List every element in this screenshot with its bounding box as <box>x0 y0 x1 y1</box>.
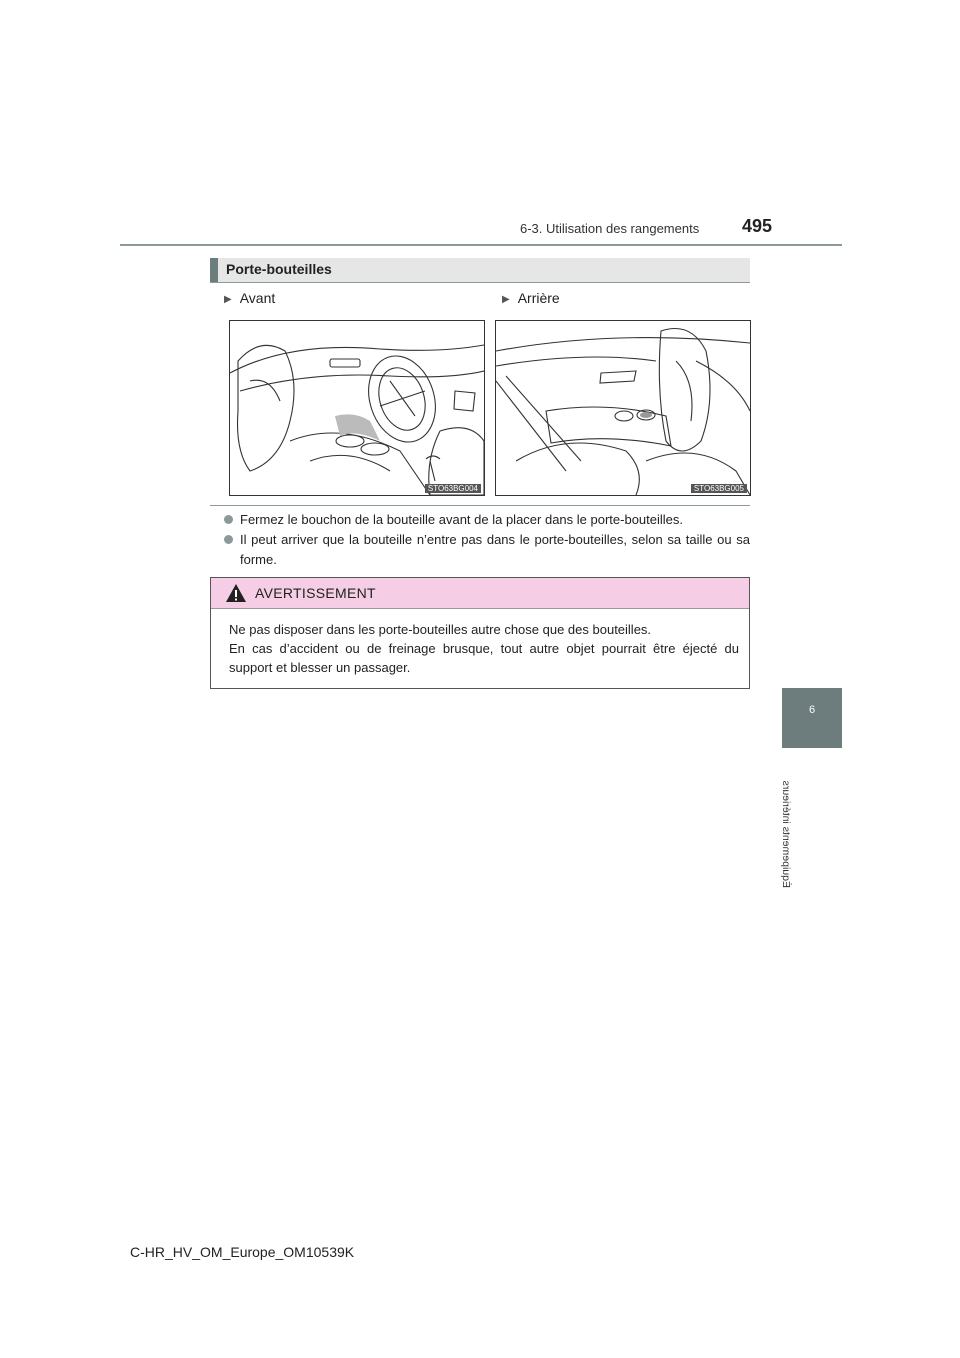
triangle-bullet-icon: ▶ <box>224 294 232 305</box>
running-header: 6-3. Utilisation des rangements <box>520 221 700 236</box>
warning-line: En cas d’accident ou de freinage brusque, tout autre objet pourrait être éjecté du support et blesser un passager. <box>229 641 739 675</box>
figure-label-front: ▶ Avant <box>224 290 276 306</box>
chapter-title-vertical <box>780 760 806 900</box>
section-title: Porte-bouteilles <box>226 261 332 277</box>
figure-label-rear: ▶ Arrière <box>502 290 560 306</box>
chapter-title: Équipements intérieurs <box>780 780 792 888</box>
warning-triangle-icon <box>225 583 247 603</box>
note-item: Fermez le bouchon de la bouteille avant de la placer dans le porte-bouteilles. <box>224 510 750 530</box>
page-number: 495 <box>742 216 773 236</box>
warning-header <box>211 578 749 609</box>
bullet-dot-icon <box>224 535 233 544</box>
figure-code: STO63BG004 <box>425 484 481 493</box>
bullet-dot-icon <box>224 515 233 524</box>
section-accent <box>210 258 218 282</box>
figure-code: STO63BG005 <box>691 484 747 493</box>
header-rule <box>120 244 842 246</box>
section-heading-bar <box>210 258 750 283</box>
car-interior-front-drawing <box>230 321 484 495</box>
figure-divider <box>210 505 750 506</box>
warning-title: AVERTISSEMENT <box>255 585 376 601</box>
front-cup-holder-illustration <box>229 320 485 496</box>
warning-body <box>229 620 739 677</box>
note-item: Il peut arriver que la bouteille n’entre pas dans le porte-bouteilles, selon sa taille ou sa forme. <box>224 530 750 570</box>
chapter-number: 6 <box>808 704 816 716</box>
warning-box <box>210 577 750 689</box>
document-code-footer: C-HR_HV_OM_Europe_OM10539K <box>130 1244 355 1260</box>
car-interior-rear-drawing <box>496 321 750 495</box>
warning-line: Ne pas disposer dans les porte-bouteilles autre chose que des bouteilles. <box>229 622 652 637</box>
rear-cup-holder-illustration <box>495 320 751 496</box>
chapter-tab <box>782 688 842 748</box>
triangle-bullet-icon: ▶ <box>502 294 510 305</box>
